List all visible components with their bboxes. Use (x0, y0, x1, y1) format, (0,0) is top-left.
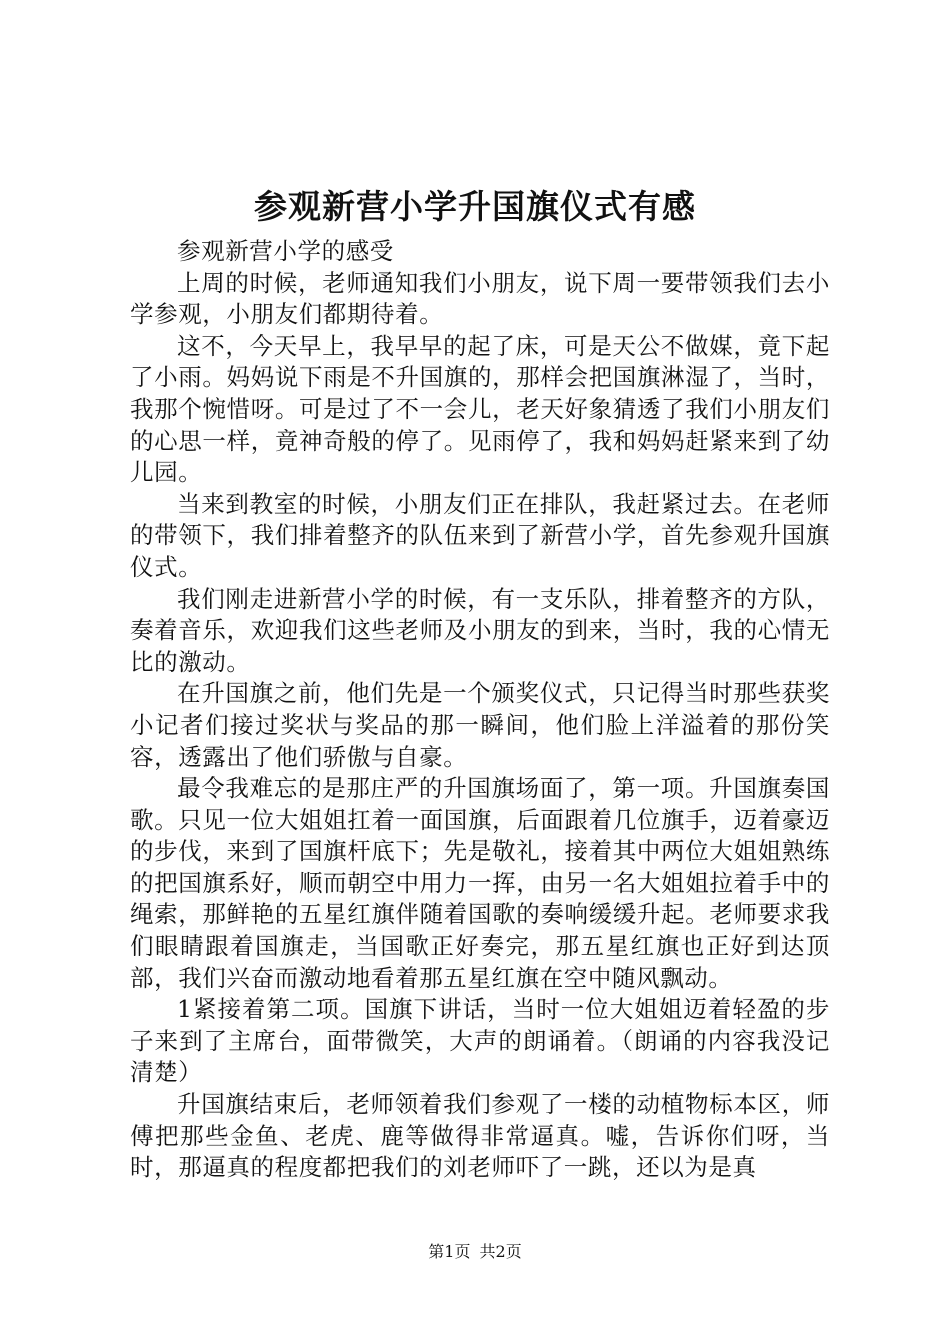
paragraph: 上周的时候，老师通知我们小朋友，说下周一要带领我们去小学参观，小朋友们都期待着。 (130, 268, 830, 329)
paragraph: 升国旗结束后，老师领着我们参观了一楼的动植物标本区，师傅把那些金鱼、老虎、鹿等做得非常逼真。嘘，告诉你们呀，当时，那逼真的程度都把我们的刘老师吓了一跳，还以为是真 (130, 1090, 830, 1182)
paragraph-subtitle: 参观新营小学的感受 (177, 237, 394, 265)
paragraph: 这不，今天早上，我早早的起了床，可是天公不做媒，竟下起了小雨。妈妈说下雨是不升国旗的，那样会把国旗淋湿了，当时，我那个惋惜呀。可是过了不一会儿，老天好象猜透了我们小朋友们的心思一样，竟神奇般的停了。见雨停了，我和妈妈赶紧来到了幼儿园。 (130, 331, 830, 487)
document-title: 参观新营小学升国旗仪式有感 (254, 187, 696, 226)
page-number: 第1页 (428, 1242, 471, 1261)
paragraph: 最令我难忘的是那庄严的升国旗场面了，第一项。升国旗奏国歌。只见一位大姐姐扛着一面国旗，后面跟着几位旗手，迈着豪迈的步伐，来到了国旗杆底下；先是敬礼，接着其中两位大姐姐熟练的把国旗系好，顺而朝空中用力一挥，由另一名大姐姐拉着手中的绳索，那鲜艳的五星红旗伴随着国歌的奏响缓缓升起。老师要求我们眼睛跟着国旗走，当国歌正好奏完，那五星红旗也正好到达顶部，我们兴奋而激动地看着那五星红旗在空中随风飘动。 (130, 774, 830, 992)
paragraph: 我们刚走进新营小学的时候，有一支乐队，排着整齐的方队，奏着音乐，欢迎我们这些老师及小朋友的到来，当时，我的心情无比的激动。 (130, 584, 830, 676)
paragraph: 1紧接着第二项。国旗下讲话，当时一位大姐姐迈着轻盈的步子来到了主席台，面带微笑，大声的朗诵着。（朗诵的内容我没记清楚） (130, 995, 830, 1087)
document-body (130, 236, 830, 1184)
page-footer (0, 1240, 950, 1264)
paragraph: 当来到教室的时候，小朋友们正在排队，我赶紧过去。在老师的带领下，我们排着整齐的队伍来到了新营小学，首先参观升国旗仪式。 (130, 489, 830, 581)
page-total: 共2页 (479, 1242, 522, 1261)
paragraph: 在升国旗之前，他们先是一个颁奖仪式，只记得当时那些获奖小记者们接过奖状与奖品的那一瞬间，他们脸上洋溢着的那份笑容，透露出了他们骄傲与自豪。 (130, 679, 830, 771)
